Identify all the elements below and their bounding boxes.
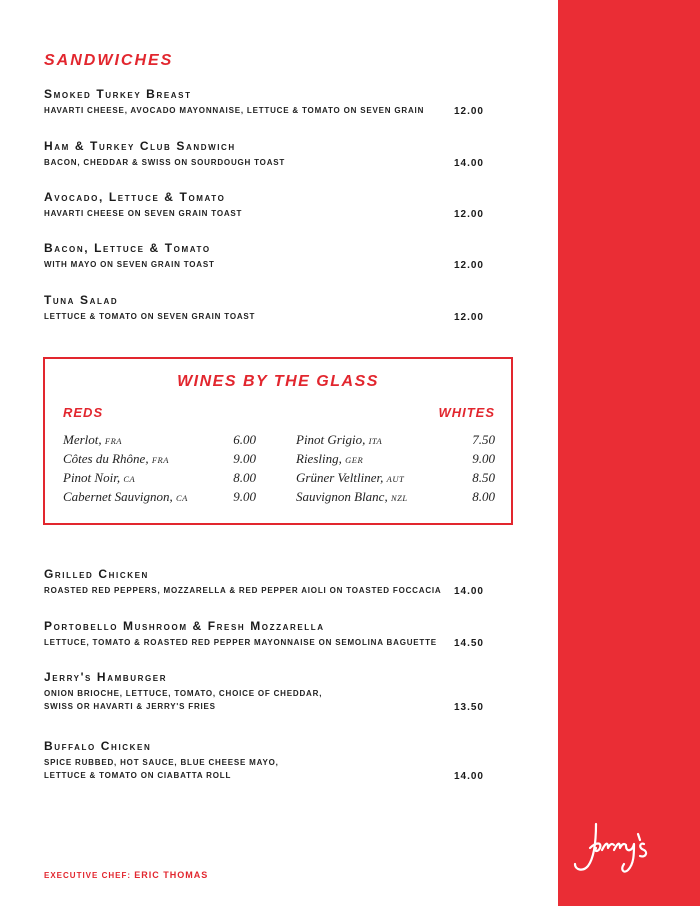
menu-item-price: 12.00 [453, 312, 484, 323]
menu-item-name: Buffalo Chicken [44, 739, 152, 753]
wine-price: 9.00 [472, 451, 495, 466]
description-line: LETTUCE & TOMATO ON SEVEN GRAIN TOAST [44, 312, 256, 321]
description-line: SWISS OR HAVARTI & JERRY'S FRIES [44, 702, 216, 711]
menu-item-description [44, 584, 484, 597]
wine-price: 9.00 [233, 451, 256, 466]
menu-item [44, 566, 484, 597]
menu-item-price: 14.00 [453, 586, 484, 597]
description-line: WITH MAYO ON SEVEN GRAIN TOAST [44, 260, 215, 269]
chef-label: EXECUTIVE CHEF: [44, 871, 132, 880]
wine-price: 8.00 [472, 489, 495, 504]
menu-item [44, 86, 484, 117]
wine-price: 9.00 [233, 489, 256, 504]
menu-item-price: 12.00 [453, 260, 484, 271]
wine-origin: CA [123, 474, 136, 484]
wine-name [63, 470, 135, 486]
wine-price: 8.00 [233, 470, 256, 485]
wine-price: 8.50 [472, 470, 495, 485]
menu-item-name: Portobello Mushroom & Fresh Mozzarella [44, 619, 325, 633]
menu-item-name: Ham & Turkey Club Sandwich [44, 139, 236, 153]
menu-item-price: 14.00 [453, 158, 484, 169]
executive-chef-credit [44, 870, 208, 880]
wine-name [296, 470, 404, 486]
wine-name [63, 451, 169, 467]
wine-variety: Merlot, [63, 432, 102, 447]
description-line: LETTUCE & TOMATO ON CIABATTA ROLL [44, 771, 232, 780]
wine-variety: Pinot Noir, [63, 470, 121, 485]
menu-item-description [44, 156, 484, 169]
reds-heading: REDS [63, 405, 104, 420]
menu-item-price: 12.00 [453, 106, 484, 117]
menu-item [44, 738, 484, 782]
wine-price: 6.00 [233, 432, 256, 447]
wines-title: WINES BY THE GLASS [177, 373, 379, 390]
wine-variety: Pinot Grigio, [296, 432, 366, 447]
wine-name [296, 489, 408, 505]
menu-item-description [44, 756, 484, 782]
wine-name [63, 432, 122, 448]
wines-by-the-glass-box [43, 357, 513, 525]
whites-heading: WHITES [438, 405, 495, 420]
wine-price: 7.50 [472, 432, 495, 447]
menu-item-price: 12.00 [453, 209, 484, 220]
menu-item [44, 189, 484, 220]
menu-item [44, 669, 484, 713]
description-line: HAVARTI CHEESE, AVOCADO MAYONNAISE, LETTUCE & TOMATO ON SEVEN GRAIN [44, 106, 425, 115]
wine-name [296, 432, 382, 448]
menu-item-description [44, 310, 484, 323]
menu-item-description [44, 258, 484, 271]
menu-item [44, 240, 484, 271]
menu-item-name: Smoked Turkey Breast [44, 87, 192, 101]
wine-variety: Côtes du Rhône, [63, 451, 149, 466]
menu-item-price: 14.00 [453, 771, 484, 782]
wine-origin: ITA [368, 436, 383, 446]
menu-item-name: Grilled Chicken [44, 567, 149, 581]
menu-item-name: Tuna Salad [44, 293, 119, 307]
menu-item-price: 14.50 [453, 638, 484, 649]
sandwiches-title: SANDWICHES [44, 52, 174, 69]
menu-item [44, 618, 484, 649]
description-line: ONION BRIOCHE, LETTUCE, TOMATO, CHOICE OF CHEDDAR, [44, 689, 323, 698]
menu-item-description [44, 687, 484, 713]
wine-variety: Sauvignon Blanc, [296, 489, 388, 504]
menu-item-description [44, 207, 484, 220]
menu-item [44, 138, 484, 169]
menu-item [44, 292, 484, 323]
menu-item-description [44, 104, 484, 117]
description-line: SPICE RUBBED, HOT SAUCE, BLUE CHEESE MAYO, [44, 758, 279, 767]
wine-origin: AUT [386, 474, 405, 484]
wine-name [63, 489, 188, 505]
description-line: HAVARTI CHEESE ON SEVEN GRAIN TOAST [44, 209, 243, 218]
description-line: ROASTED RED PEPPERS, MOZZARELLA & RED PEPPER AIOLI ON TOASTED FOCCACIA [44, 586, 442, 595]
wine-variety: Riesling, [296, 451, 342, 466]
wine-variety: Grüner Veltliner, [296, 470, 384, 485]
chef-name: ERIC THOMAS [134, 870, 209, 880]
menu-item-description [44, 636, 484, 649]
wine-origin: FRA [104, 436, 122, 446]
menu-item-name: Jerry's Hamburger [44, 670, 168, 684]
wine-variety: Cabernet Sauvignon, [63, 489, 173, 504]
description-line: BACON, CHEDDAR & SWISS ON SOURDOUGH TOAST [44, 158, 286, 167]
jerrys-logo-icon [566, 812, 662, 882]
description-line: LETTUCE, TOMATO & ROASTED RED PEPPER MAYONNAISE ON SEMOLINA BAGUETTE [44, 638, 437, 647]
wine-origin: NZL [390, 493, 408, 503]
menu-item-price: 13.50 [453, 702, 484, 713]
wine-origin: GER [345, 455, 364, 465]
menu-item-name: Avocado, Lettuce & Tomato [44, 190, 226, 204]
menu-item-name: Bacon, Lettuce & Tomato [44, 241, 211, 255]
wine-origin: FRA [151, 455, 169, 465]
wine-origin: CA [176, 493, 188, 503]
side-color-bar [558, 0, 700, 906]
wine-name [296, 451, 363, 467]
